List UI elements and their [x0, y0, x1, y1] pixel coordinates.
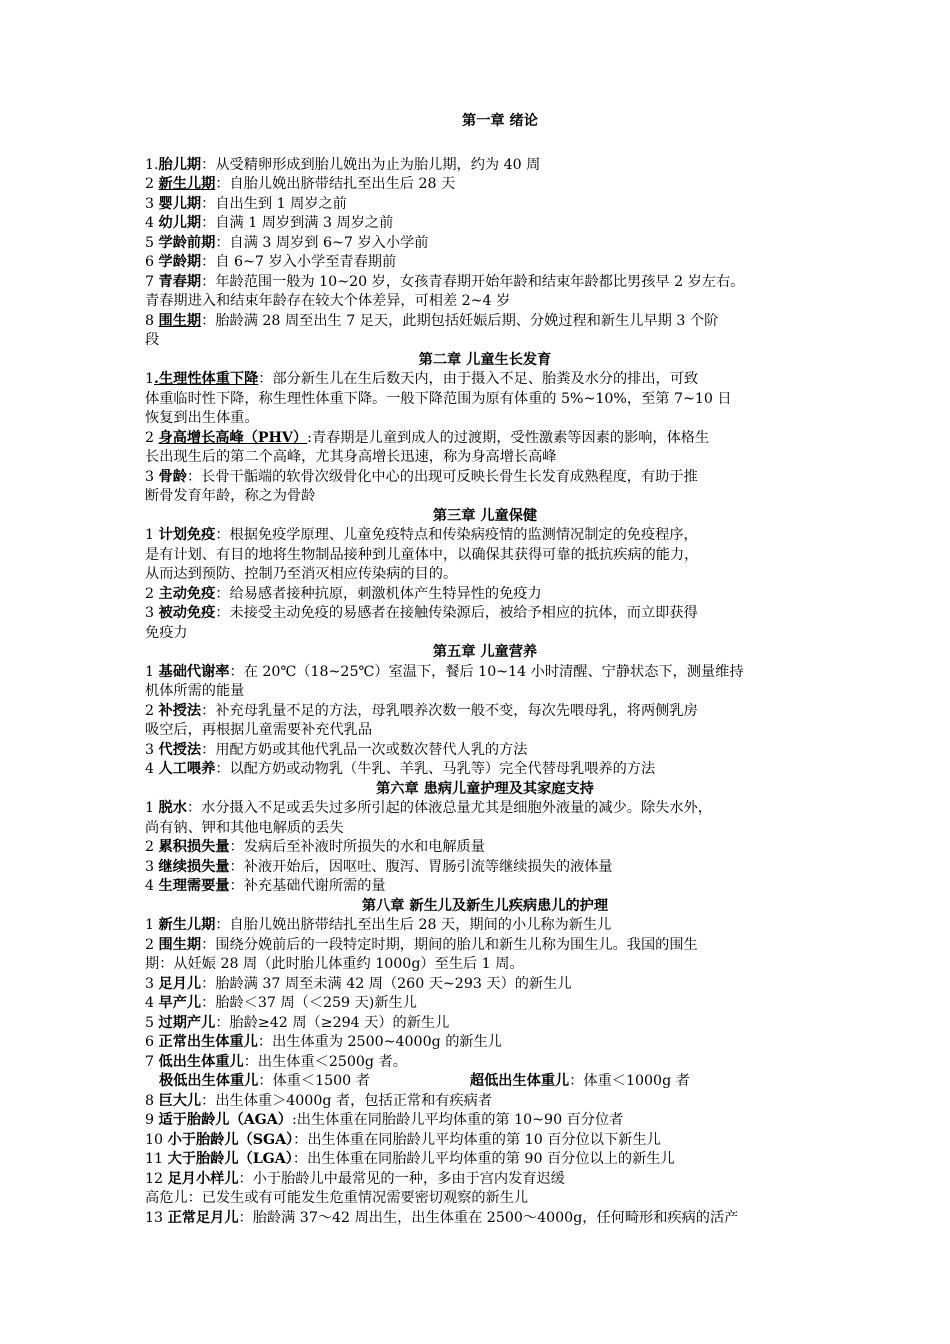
list-item: 6 学龄期：自 6~7 岁入小学至青春期前: [145, 254, 397, 270]
list-item-continuation: 青春期进入和结束年龄存在较大个体差异，可相差 2~4 岁: [145, 293, 511, 309]
document-page: [145, 112, 825, 1228]
list-item: 4 生理需要量：补充基础代谢所需的量: [145, 878, 386, 894]
list-item: 高危儿：已发生或有可能发生危重情况需要密切观察的新生儿: [145, 1190, 529, 1206]
chapter-title: 第六章 患病儿童护理及其家庭支持: [376, 780, 594, 797]
list-item: 2 补授法：补充母乳量不足的方法，母乳喂养次数一般不变，每次先喂母乳，将两侧乳房: [145, 702, 698, 719]
list-item: 7 低出生体重儿：出生体重＜2500g 者。: [145, 1053, 407, 1070]
chapter-title: 第二章 儿童生长发育: [418, 351, 552, 368]
list-item-continuation: 免疫力: [145, 624, 188, 641]
list-item: 2 身高增长高峰（PHV）:青春期是儿童到成人的过渡期，受性激素等因素的影响，体格生: [145, 429, 710, 446]
list-item: 3 被动免疫：未接受主动免疫的易感者在接触传染源后，被给予相应的抗体，而立即获得: [145, 605, 698, 621]
list-item: 8 围生期：胎龄满 28 周至出生 7 足天，此期包括妊娠后期、分娩过程和新生儿早期 3 个阶: [145, 312, 719, 329]
list-item: 4 人工喂养：以配方奶或动物乳（牛乳、羊乳、马乳等）完全代替母乳喂养的方法: [145, 761, 656, 777]
list-item: 2 围生期：围绕分娩前后的一段特定时期，期间的胎儿和新生儿称为围生儿。我国的围生: [145, 936, 698, 953]
list-item: 11 大于胎龄儿（LGA）：出生体重在同胎龄儿平均体重的第 90 百分位以上的新生儿: [145, 1151, 675, 1167]
list-item: 5 学龄前期：自满 3 周岁到 6~7 岁入小学前: [145, 234, 429, 251]
list-item-continuation: 体重临时性下降，称生理性体重下降。一般下降范围为原有体重的 5%~10%，至第 7~10 日: [145, 390, 732, 407]
list-item-continuation: 是有计划、有目的地将生物制品接种到儿童体中，以确保其获得可靠的抵抗疾病的能力，: [145, 546, 699, 563]
list-item-continuation: 长出现生后的第二个高峰，尤其身高增长迅速，称为身高增长高峰: [145, 449, 557, 465]
chapter-title: 第八章 新生儿及新生儿疾病患儿的护理: [361, 897, 609, 914]
list-item: 3 足月儿：胎龄满 37 周至未满 42 周（260 天~293 天）的新生儿: [145, 975, 572, 992]
chapter-title: 第五章 儿童营养: [432, 644, 538, 660]
list-item: 6 正常出生体重儿：出生体重为 2500~4000g 的新生儿: [145, 1034, 502, 1050]
list-item-continuation: 尚有钠、钾和其他电解质的丢失: [145, 819, 344, 836]
list-item-continuation: 从而达到预防、控制乃至消灭相应传染病的目的。: [145, 566, 458, 582]
list-item: 3 代授法：用配方奶或其他代乳品一次或数次替代人乳的方法: [145, 741, 528, 758]
list-item: 1 新生儿期：自胎儿娩出脐带结扎至出生后 28 天，期间的小儿称为新生儿: [145, 917, 612, 933]
list-item: 7 青春期：年龄范围一般为 10~20 岁，女孩青春期开始年龄和结束年龄都比男孩早 2 岁左右。: [145, 273, 745, 290]
list-item: 1 基础代谢率：在 20℃（18~25℃）室温下，餐后 10~14 小时清醒、宁静状态下，测量维持: [145, 663, 744, 680]
list-item: 4 幼儿期：自满 1 周岁到满 3 周岁之前: [145, 215, 394, 231]
list-item-continuation: 期：从妊娠 28 周（此时胎儿体重约 1000g）至生后 1 周。: [145, 956, 524, 972]
chapter-title: 第一章 绪论: [462, 113, 538, 129]
list-item-continuation: 机体所需的能量: [145, 683, 245, 699]
list-item: 9 适于胎龄儿（AGA）:出生体重在同胎龄儿平均体重的第 10~90 百分位者: [145, 1112, 624, 1128]
list-item: 8 巨大儿：出生体重＞4000g 者，包括正常和有疾病者: [145, 1092, 493, 1109]
chapter-title: 第三章 儿童保健: [432, 507, 538, 524]
list-item: 2 主动免疫：给易感者接种抗原，刺激机体产生特异性的免疫力: [145, 585, 542, 602]
list-item: 13 正常足月儿：胎龄满 37～42 周出生，出生体重在 2500～4000g，任何畸形和疾病的活产: [145, 1209, 739, 1226]
list-item-continuation: 断骨发育年龄，称之为骨龄: [145, 488, 316, 504]
list-item-continuation: 段: [145, 332, 160, 348]
list-item: 1 脱水：水分摄入不足或丢失过多所引起的体液总量尤其是细胞外液量的减少。除失水外，: [145, 800, 712, 816]
list-item: 2 新生儿期：自胎儿娩出脐带结扎至出生后 28 天: [145, 176, 456, 192]
list-item: 12 足月小样儿：小于胎龄儿中最常见的一种，多由于宫内发育迟缓: [145, 1170, 565, 1187]
list-item: 4 早产儿：胎龄＜37 周（＜259 天)新生儿: [145, 995, 417, 1011]
list-item: 10 小于胎龄儿（SGA）：出生体重在同胎龄儿平均体重的第 10 百分位以下新生儿: [145, 1131, 661, 1148]
list-item-continuation: 恢复到出生体重。: [145, 410, 259, 426]
list-item-continuation: 吸空后，再根据儿童需要补充代乳品: [145, 722, 373, 738]
list-item: 3 骨龄：长骨干骺端的软骨次级骨化中心的出现可反映长骨生长发育成熟程度，有助于推: [145, 468, 698, 485]
list-item: 5 过期产儿：胎龄≥42 周（≥294 天）的新生儿: [145, 1014, 450, 1031]
list-item: 3 继续损失量：补液开始后，因呕吐、腹泻、胃肠引流等继续损失的液体量: [145, 858, 613, 875]
list-item: 1.胎儿期：从受精卵形成到胎儿娩出为止为胎儿期，约为 40 周: [145, 156, 541, 173]
list-item: 3 婴儿期：自出生到 1 周岁之前: [145, 195, 347, 212]
list-item: 1.生理性体重下降：部分新生儿在生后数天内，由于摄入不足、胎粪及水分的排出，可致: [145, 371, 699, 387]
list-item-sub: 极低出生体重儿：体重＜1500 者 超低出生体重儿：体重＜1000g 者: [159, 1073, 690, 1089]
list-item: 2 累积损失量：发病后至补液时所损失的水和电解质量: [145, 839, 485, 855]
list-item: 1 计划免疫：根据免疫学原理、儿童免疫特点和传染病疫情的监测情况制定的免疫程序，: [145, 527, 698, 543]
